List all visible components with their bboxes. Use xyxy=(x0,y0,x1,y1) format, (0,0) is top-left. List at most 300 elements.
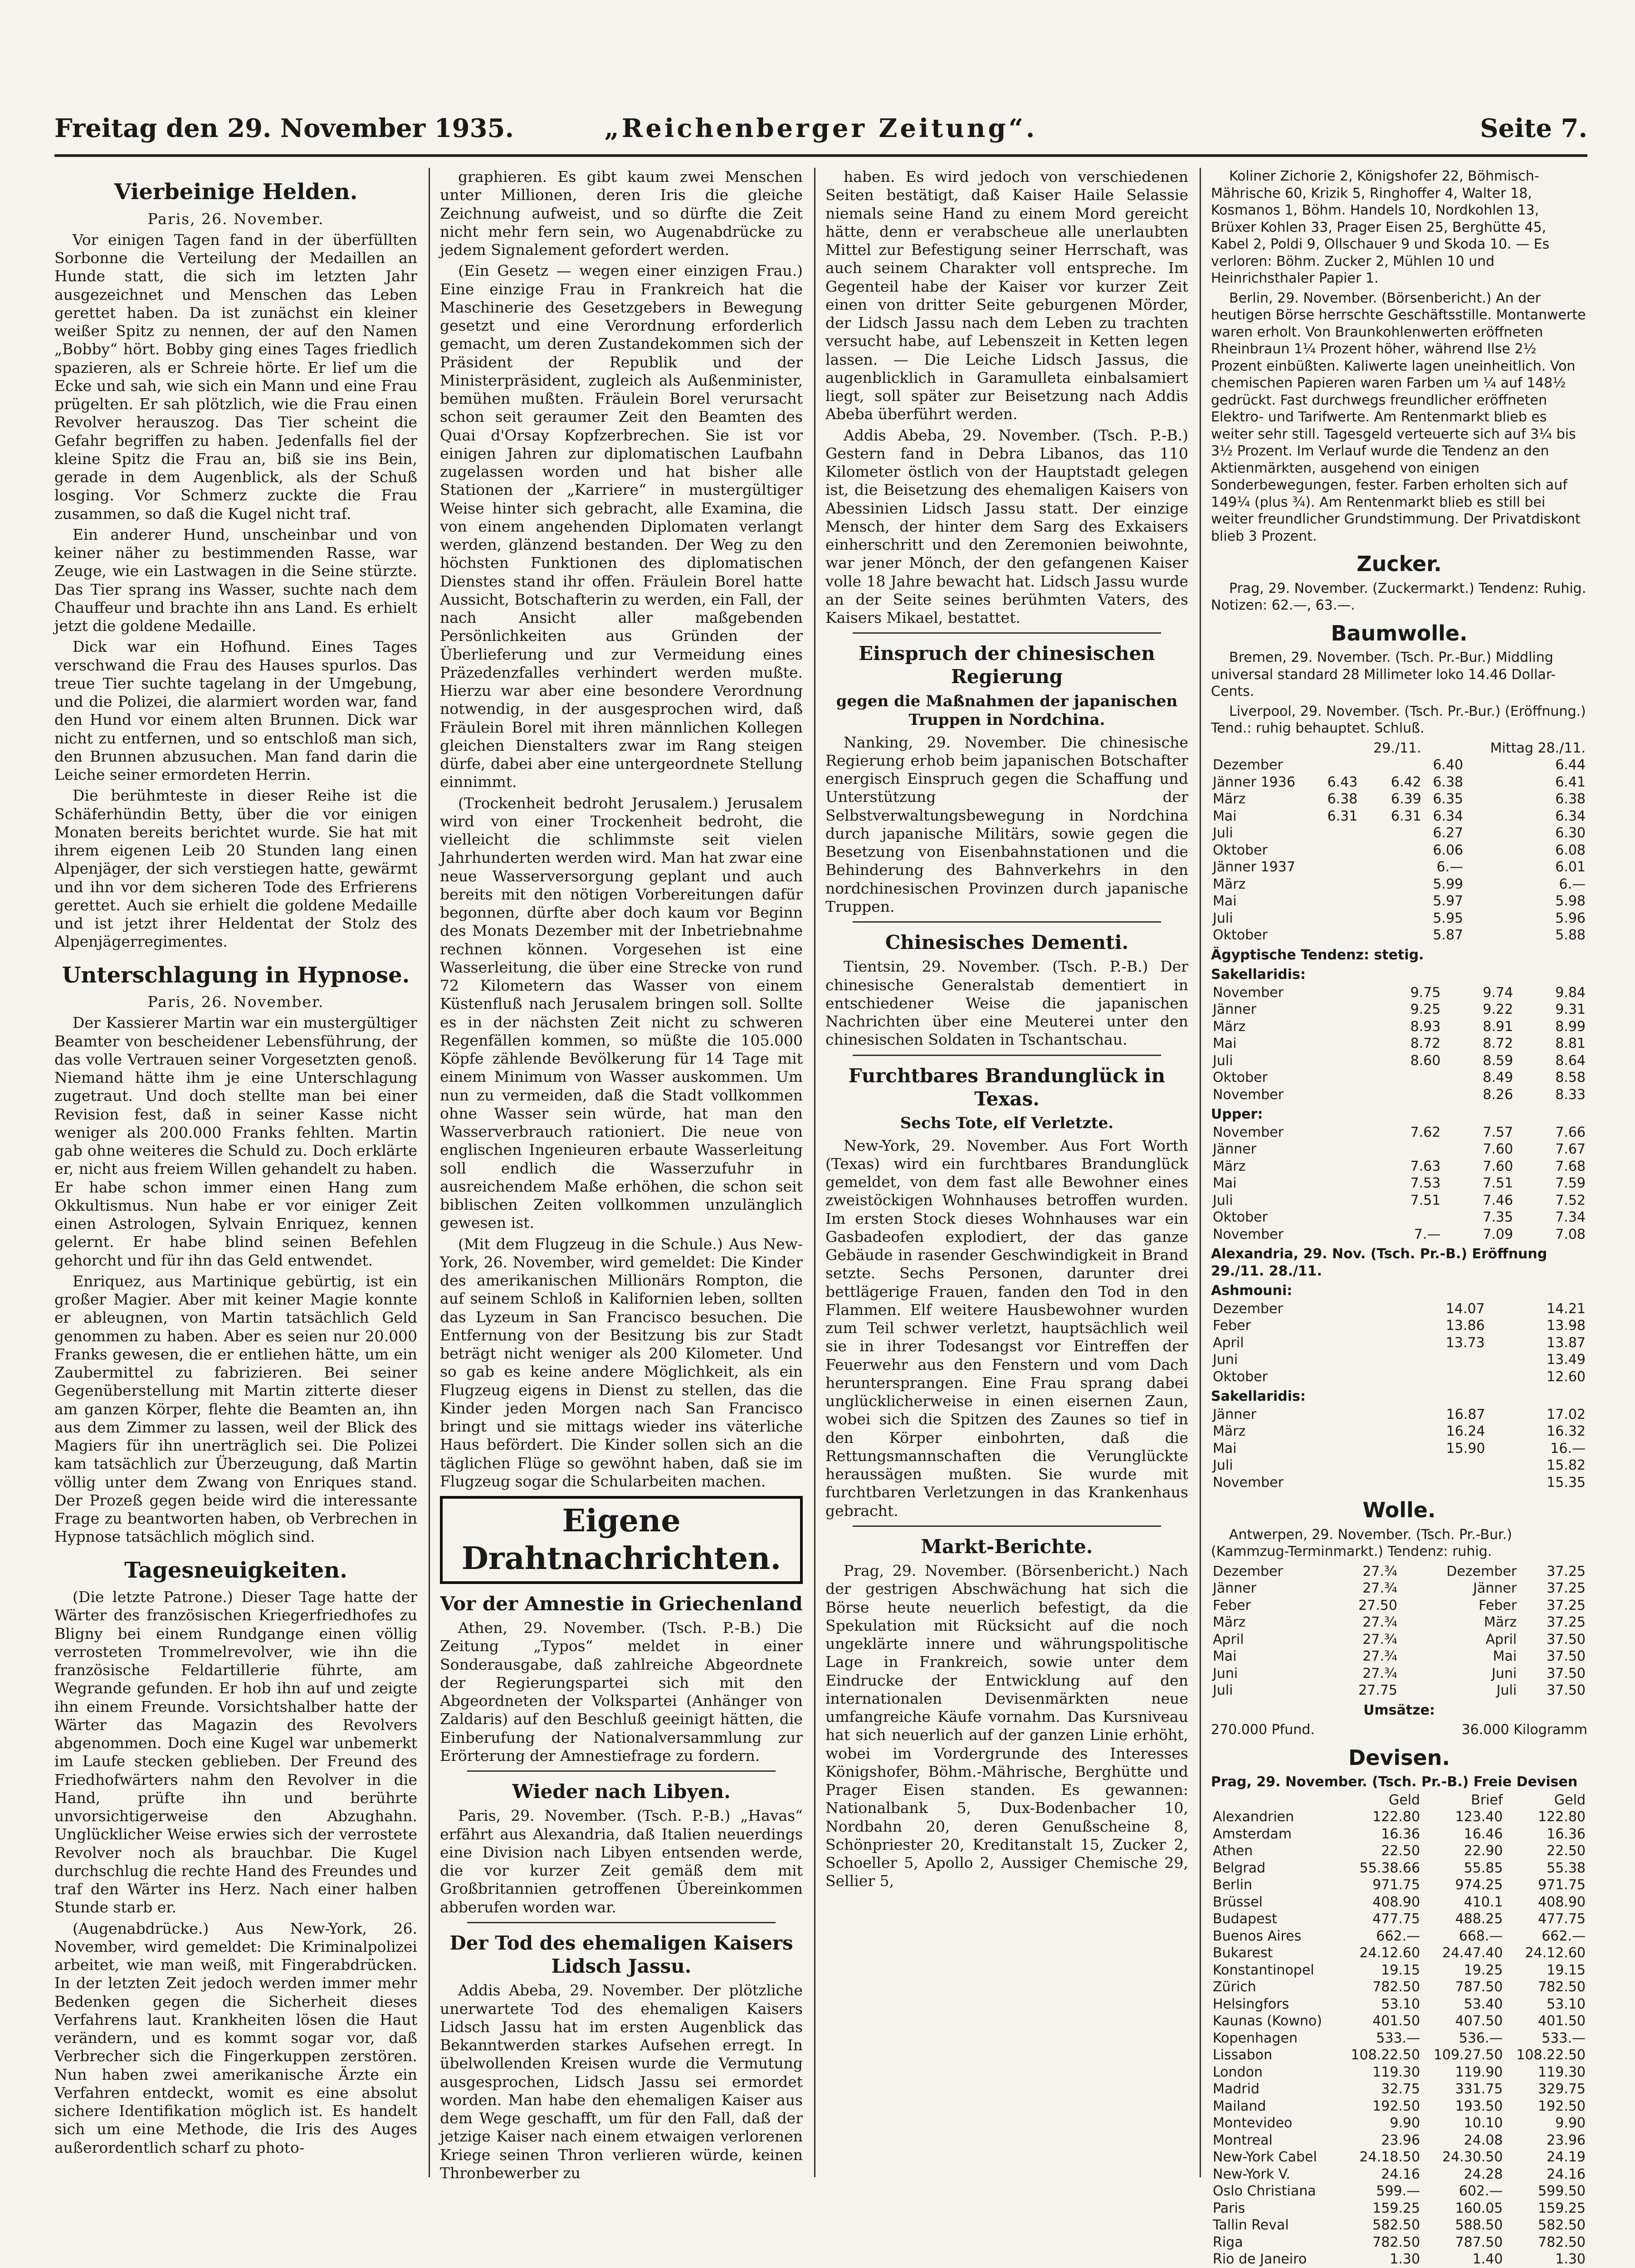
table-cell: 662.— xyxy=(1505,1928,1587,1945)
column-3 xyxy=(825,168,1188,2177)
column-2 xyxy=(440,168,803,2177)
table-cell: Juli xyxy=(1211,1457,1386,1474)
paragraph: (Ein Gesetz — wegen einer einzigen Frau.) Eine einzige Frau in Frankreich hat die Maschinerie des Gesetzgebers in Bewegung gesetzt und eine Verordnung erforderlich gemacht, um deren Zustandekommen sich der Präsident der Republik und der Ministerpräsident, zugleich als Außenminister, bemühen mußten. Fräulein Borel verursacht schon seit geraumer Zeit den Beamten des Quai d'Orsay Kopfzerbrechen. Sie ist vor einigen Jahren zur diplomatischen Laufbahn zugelassen worden und hat bisher alle Stationen der „Karriere“ in mustergültiger Weise hinter sich gebracht, alle Examina, die von einem angehenden Diplomaten verlangt werden, glänzend bestanden. Der Weg zu den höchsten Funktionen des diplomatischen Dienstes stand ihr offen. Fräulein Borel hatte Aussicht, Botschafterin zu werden, ein Fall, der nach Ansicht aller maßgebenden Persönlichkeiten aus Gründen der Überlieferung und zur Vermeidung eines Präzedenzfalles verhindert werden mußte. Hierzu war aber eine besondere Verordnung notwendig, in der ausgesprochen wird, daß Fräulein Borel mit ihren männlichen Kollegen gleichen Dienstalters zwar im Rang steigen dürfe, dabei aber eine untergeordnete Stellung einnimmt. xyxy=(440,262,803,791)
table-cell: 782.50 xyxy=(1505,1979,1587,1996)
table-row xyxy=(1211,1945,1587,1962)
table-cell: Juni xyxy=(1211,1351,1386,1369)
table-cell xyxy=(1318,876,1359,893)
table-cell: 122.80 xyxy=(1505,1809,1587,1826)
paragraph: (Mit dem Flugzeug in die Schule.) Aus New-York, 26. November, wird gemeldet: Die Kinder des amerikanischen Millionärs Rompton, die auf seinem Schloß in Kalifornien leben, sollten das Lyzeum in San Francisco besuchen. Die Entfernung von der Besitzung bis zur Stadt beträgt nicht weniger als 200 Kilometer. Und so gab es keine andere Möglichkeit, als ein Flugzeug eigens in Dienst zu stellen, das die Kinder jeden Morgen nach San Francisco bringt und sie mittags wieder ins väterliche Haus befördert. Die Kinder sollen sich an die täglichen Flüge so gewöhnt haben, daß sie im Flugzeug sogar die Schularbeiten machen. xyxy=(440,1235,803,1491)
table-cell: 27.¾ xyxy=(1330,1665,1399,1682)
table-cell: 15.90 xyxy=(1386,1440,1487,1457)
table-cell: 7.08 xyxy=(1515,1226,1587,1243)
table-cell: Feber xyxy=(1211,1597,1330,1614)
table-cell: 782.50 xyxy=(1339,2234,1422,2251)
table-row xyxy=(1211,1406,1587,1423)
table-row xyxy=(1211,1457,1587,1474)
table-cell xyxy=(1359,927,1423,944)
table-cell: 5.88 xyxy=(1465,927,1587,944)
table-row xyxy=(1211,2098,1587,2115)
table-cell: Juli xyxy=(1211,1682,1330,1699)
table-cell: Jänner xyxy=(1211,1580,1330,1597)
table-row xyxy=(1211,984,1587,1002)
table-cell: 536.— xyxy=(1422,2030,1504,2047)
column-rule xyxy=(429,168,430,2177)
table-row xyxy=(1211,1962,1587,1979)
table-cell: Dezember xyxy=(1211,1300,1386,1318)
table-header: Brief xyxy=(1422,1792,1504,1809)
table-cell: 6.— xyxy=(1465,876,1587,893)
table-row xyxy=(1211,1648,1587,1665)
table-cell: Dezember xyxy=(1399,1563,1518,1580)
table-cell: 37.50 xyxy=(1518,1631,1587,1648)
table-row xyxy=(1211,2030,1587,2047)
paragraph: (Die letzte Patrone.) Dieser Tage hatte der Wärter des französischen Kriegerfriedhofes zu Bligny bei einem Rundgange einen völlig verrosteten Trommelrevolver, wie ihn die französische Feldartillerie führte, am Wegrande gefunden. Er hob ihn auf und zeigte ihn einem Freunde. Vorsichtshalber hatte der Wärter das Magazin des Revolvers abgenommen. Doch eine Kugel war unbemerkt im Laufe stecken geblieben. Der Freund des Friedhofwärters nahm den Revolver in die Hand, prüfte ihn und berührte unvorsichtigerweise den Abzughahn. Unglücklicher Weise erwies sich der verrostete Revolver noch als brauchbar. Die Kugel durchschlug die rechte Hand des Freundes und traf den Wärter ins Herz. Nach einer halben Stunde starb er. xyxy=(54,1588,417,1917)
table-row xyxy=(1211,1911,1587,1928)
table-cell: Kaunas (Kowno) xyxy=(1211,2013,1339,2030)
table-cell: 599.50 xyxy=(1505,2183,1587,2200)
table-cell: Mai xyxy=(1211,1440,1386,1457)
table-cell: Helsingfors xyxy=(1211,1996,1339,2013)
table-cell: 27.75 xyxy=(1330,1682,1399,1699)
table-cell: 5.97 xyxy=(1423,893,1465,910)
table-cell: Bukarest xyxy=(1211,1945,1339,1962)
table-cell: 119.90 xyxy=(1422,2064,1504,2081)
table-cell: Juni xyxy=(1211,1665,1330,1682)
table-row xyxy=(1211,1086,1587,1104)
sakellaridis-table xyxy=(1211,984,1587,1104)
table-cell: April xyxy=(1399,1631,1518,1648)
table-row xyxy=(1211,1209,1587,1226)
wolle-table xyxy=(1211,1563,1587,1699)
table-cell: 1.30 xyxy=(1505,2251,1587,2268)
table-cell xyxy=(1370,1069,1443,1086)
table-cell: 13.98 xyxy=(1487,1317,1587,1334)
table-cell: 787.50 xyxy=(1422,1979,1504,1996)
table-row xyxy=(1211,1843,1587,1860)
paragraph: Nanking, 29. November. Die chinesische Regierung erhob beim japanischen Botschafter energisch Einspruch gegen die Schaffung und Unterstützung der Selbstverwaltungsbewegung in Nordchina durch japanische Militärs, sowie gegen die Besetzung von Eisenbahnstationen und die Behinderung des Bahnverkehrs in den nordchinesischen Provinzen durch japanische Truppen. xyxy=(825,733,1188,916)
table-cell: 533.— xyxy=(1339,2030,1422,2047)
table-cell: 7.67 xyxy=(1515,1141,1587,1158)
divider xyxy=(853,1525,1161,1527)
table-cell: Mailand xyxy=(1211,2098,1339,2115)
table-row xyxy=(1211,1563,1587,1580)
table-cell xyxy=(1386,1474,1487,1491)
table-cell: März xyxy=(1399,1614,1518,1631)
table-cell: Mai xyxy=(1211,808,1318,825)
paragraph: Koliner Zichorie 2, Königshofer 22, Böhmisch-Mährische 60, Krizik 5, Ringhoffer 4, Walter 18, Kosmanos 1, Böhm. Handels 10, Nordkohlen 13, Brüxer Kohlen 33, Prager Eisen 25, Berghütte 45, Kabel 2, Poldi 9, Ollschauer 9 und Skoda 10. — Es verloren: Böhm. Zucker 2, Mühlen 10 und Heinrichsthaler Papier 1. xyxy=(1211,168,1587,287)
table-cell: Zürich xyxy=(1211,1979,1339,1996)
table-cell: 6.31 xyxy=(1318,808,1359,825)
table-row xyxy=(1211,2132,1587,2149)
table-cell xyxy=(1318,825,1359,842)
table-cell: 6.43 xyxy=(1318,774,1359,791)
table-cell: 782.50 xyxy=(1339,1979,1422,1996)
table-cell xyxy=(1370,1141,1443,1158)
table-cell: 7.59 xyxy=(1515,1175,1587,1192)
table-header: Mittag 28./11. xyxy=(1465,740,1587,757)
table-cell xyxy=(1359,893,1423,910)
table-cell: 8.91 xyxy=(1442,1018,1515,1036)
table-row xyxy=(1211,1069,1587,1086)
section-banner: Eigene Drahtnachrichten. xyxy=(440,1496,803,1584)
table-cell: 7.63 xyxy=(1370,1158,1443,1175)
table-cell: Montreal xyxy=(1211,2132,1339,2149)
table-cell: London xyxy=(1211,2064,1339,2081)
table-label: Upper: xyxy=(1211,1106,1587,1123)
table-cell: 23.96 xyxy=(1339,2132,1422,2149)
table-cell: Athen xyxy=(1211,1843,1339,1860)
table-cell xyxy=(1386,1369,1486,1386)
table-cell: 37.25 xyxy=(1518,1580,1587,1597)
table-cell: 14.21 xyxy=(1487,1300,1587,1318)
paragraph: Liverpool, 29. November. (Tsch. Pr.-Bur.) (Eröffnung.) Tend.: ruhig behauptet. Schluß. xyxy=(1211,703,1587,737)
table-cell: 7.09 xyxy=(1442,1226,1515,1243)
table-cell: 27.¾ xyxy=(1330,1614,1399,1631)
newspaper-page xyxy=(54,104,1587,2182)
table-cell: 6.— xyxy=(1423,859,1465,876)
table-cell: Belgrad xyxy=(1211,1860,1339,1877)
devisen-table xyxy=(1211,1792,1587,2268)
table-cell: 119.30 xyxy=(1339,2064,1422,2081)
table-cell: 9.90 xyxy=(1339,2115,1422,2132)
table-cell: 8.64 xyxy=(1515,1052,1587,1070)
table-cell: 123.40 xyxy=(1422,1809,1504,1826)
table-cell: 9.84 xyxy=(1515,984,1587,1002)
paragraph: Ein anderer Hund, unscheinbar und von keiner näher zu bestimmenden Rasse, war Zeuge, wie ein Lastwagen in die Seine stürzte. Das Tier sprang ins Wasser, suchte nach dem Chauffeur und brachte ihn ans Land. Es erhielt jetzt die goldene Medaille. xyxy=(54,526,417,635)
paragraph: Dick war ein Hofhund. Eines Tages verschwand die Frau des Hauses spurlos. Das treue Tier suchte tagelang in der Umgebung, und die Polizei, die alarmiert worden war, fand den Hund vor einem alten Brunnen. Dick war nicht zu entfernen, und so entschloß man sich, den Brunnen abzusuchen. Man fand darin die Leiche seiner ermordeten Herrin. xyxy=(54,638,417,784)
table-cell: Mai xyxy=(1211,1648,1330,1665)
table-cell: 329.75 xyxy=(1505,2081,1587,2098)
paragraph: (Augenabdrücke.) Aus New-York, 26. November, wird gemeldet: Die Kriminalpolizei arbeitet, wie man weiß, mit Fingerabdrücken. In der letzten Zeit jedoch werden immer mehr Bedenken gegen die Sicherheit dieses Verfahrens laut. Krankheiten lösen die Haut verändern, und es kommt sogar vor, daß Verbrecher sich die Fingerkuppen zerstören. Nun haben zwei amerikanische Ärzte ein Verfahren entdeckt, womit es eine absolut sichere Identifikation möglich ist. Es handelt sich um eine Methode, die Iris des Auges außerordentlich scharf zu photo- xyxy=(54,1920,417,2157)
table-cell: 24.16 xyxy=(1505,2166,1587,2183)
table-row xyxy=(1211,1877,1587,1894)
table-cell: 159.25 xyxy=(1505,2200,1587,2217)
table-cell: 32.75 xyxy=(1339,2081,1422,2098)
table-cell: Jänner xyxy=(1211,1141,1370,1158)
paragraph: Tientsin, 29. November. (Tsch. P.-B.) Der chinesische Generalstab dementiert in entschiedener Weise die japanischen Nachrichten über eine Meuterei unter den chinesischen Soldaten in Tschantschau. xyxy=(825,958,1188,1049)
table-cell: Juli xyxy=(1399,1682,1518,1699)
table-cell: 410.1 xyxy=(1422,1894,1504,1911)
umsatz-left: 270.000 Pfund. xyxy=(1211,1721,1315,1739)
paragraph: Paris, 29. November. (Tsch. P.-B.) „Havas“ erfährt aus Alexandria, daß Italien neuerdings eine Division nach Libyen entsenden werde, die vor kurzer Zeit gemäß dem mit Großbritannien getroffenen Übereinkommen abberufen worden war. xyxy=(440,1807,803,1916)
table-header xyxy=(1211,1792,1339,1809)
table-cell: 17.02 xyxy=(1487,1406,1588,1423)
table-cell: 8.93 xyxy=(1370,1018,1443,1036)
table-cell: Feber xyxy=(1211,1317,1386,1334)
table-cell: 22.90 xyxy=(1422,1843,1504,1860)
table-cell: Konstantinopel xyxy=(1211,1962,1339,1979)
table-cell: 599.— xyxy=(1339,2183,1422,2200)
table-cell: November xyxy=(1211,1226,1370,1243)
table-cell: New-York Cabel xyxy=(1211,2149,1339,2166)
table-cell xyxy=(1318,927,1359,944)
table-cell: 662.— xyxy=(1339,1928,1422,1945)
paragraph: graphieren. Es gibt kaum zwei Menschen unter Millionen, deren Iris die gleiche Zeichnung aufweist, und so dürfte die Zeit nicht mehr fern sein, wo Augenabdrücke zu jedem Signalement gefordert werden. xyxy=(440,168,803,259)
table-cell: Budapest xyxy=(1211,1911,1339,1928)
table-cell: Jänner xyxy=(1211,1001,1370,1018)
page-header xyxy=(54,104,1587,150)
table-cell: 5.98 xyxy=(1465,893,1587,910)
divider xyxy=(853,1055,1161,1056)
table-cell: 6.38 xyxy=(1318,791,1359,808)
table-row xyxy=(1211,1317,1587,1334)
table-cell: 24.12.60 xyxy=(1505,1945,1587,1962)
table-cell: 401.50 xyxy=(1505,2013,1587,2030)
table-cell: Oktober xyxy=(1211,1369,1386,1386)
table-cell: 24.16 xyxy=(1339,2166,1422,2183)
table-cell: 192.50 xyxy=(1339,2098,1422,2115)
table-header: Geld xyxy=(1339,1792,1422,1809)
table-cell: 7.60 xyxy=(1442,1141,1515,1158)
table-cell: 193.50 xyxy=(1422,2098,1504,2115)
table-cell: 668.— xyxy=(1422,1928,1504,1945)
table-row xyxy=(1211,1175,1587,1192)
table-cell: Oktober xyxy=(1211,927,1318,944)
table-cell: 37.50 xyxy=(1518,1648,1587,1665)
table-row xyxy=(1211,2081,1587,2098)
table-cell: 408.90 xyxy=(1505,1894,1587,1911)
table-cell: 24.08 xyxy=(1422,2132,1504,2149)
table-cell: Jänner xyxy=(1399,1580,1518,1597)
table-cell: Oktober xyxy=(1211,842,1318,859)
table-cell: 7.51 xyxy=(1370,1192,1443,1209)
article-title: Der Tod des ehemaligen Kaisers Lidsch Jassu. xyxy=(440,1931,803,1978)
table-cell: Tallin Reval xyxy=(1211,2217,1339,2234)
table-cell xyxy=(1318,910,1359,927)
table-cell: 24.47.40 xyxy=(1422,1945,1504,1962)
article-title: Wieder nach Libyen. xyxy=(440,1780,803,1803)
table-row xyxy=(1211,808,1587,825)
divider xyxy=(853,921,1161,923)
table-cell: 477.75 xyxy=(1505,1911,1587,1928)
table-cell: 8.49 xyxy=(1442,1069,1515,1086)
table-cell: 24.19 xyxy=(1505,2149,1587,2166)
table-cell: 7.51 xyxy=(1442,1175,1515,1192)
paragraph: haben. Es wird jedoch von verschiedenen Seiten bestätigt, daß Kaiser Haile Selassie niemals seine Hand zu einem Mord gereicht hätte, denn er verabscheue alle unerlaubten Mittel zur Befestigung seiner Herrschaft, was auch seinem Charakter voll entspreche. Im Gegenteil habe der Kaiser vor kurzer Zeit einen von dritter Seite geburgenen Mörder, der Lidsch Jassu nach dem Leben zu trachten versucht habe, auf Lebenszeit in Ketten legen lassen. — Die Leiche Lidsch Jassus, die augenblicklich in Garamulleta einbalsamiert liegt, soll später zur Beisetzung nach Addis Abeba überführt werden. xyxy=(825,168,1188,424)
table-cell xyxy=(1359,910,1423,927)
table-row xyxy=(1211,1614,1587,1631)
table-row xyxy=(1211,2149,1587,2166)
table-cell: Madrid xyxy=(1211,2081,1339,2098)
table-cell: 22.50 xyxy=(1505,1843,1587,1860)
table-cell: 7.53 xyxy=(1370,1175,1443,1192)
table-row xyxy=(1211,2200,1587,2217)
table-cell xyxy=(1370,1209,1443,1226)
table-cell: 6.41 xyxy=(1465,774,1587,791)
table-cell: 6.27 xyxy=(1423,825,1465,842)
table-cell: 9.74 xyxy=(1442,984,1515,1002)
table-cell: 7.68 xyxy=(1515,1158,1587,1175)
dateline: Paris, 26. November. xyxy=(54,210,417,228)
table-row xyxy=(1211,876,1587,893)
table-row xyxy=(1211,1192,1587,1209)
table-cell: 53.40 xyxy=(1422,1996,1504,2013)
table-cell: 24.12.60 xyxy=(1339,1945,1422,1962)
table-cell: November xyxy=(1211,984,1370,1002)
article-title: Tagesneuigkeiten. xyxy=(54,1557,417,1584)
table-cell: 14.07 xyxy=(1386,1300,1486,1318)
table-cell: 13.73 xyxy=(1386,1334,1486,1352)
table-cell: 37.50 xyxy=(1518,1682,1587,1699)
table-row xyxy=(1211,859,1587,876)
table-row xyxy=(1211,1996,1587,2013)
table-cell: 971.75 xyxy=(1505,1877,1587,1894)
table-cell: 108.22.50 xyxy=(1339,2047,1422,2064)
table-cell xyxy=(1318,893,1359,910)
table-cell: Juni xyxy=(1399,1665,1518,1682)
table-cell: 8.81 xyxy=(1515,1035,1587,1052)
table-cell xyxy=(1318,859,1359,876)
table-cell: 13.49 xyxy=(1487,1351,1587,1369)
table-cell: 9.25 xyxy=(1370,1001,1443,1018)
table-row xyxy=(1211,2115,1587,2132)
article-subtitle: gegen die Maßnahmen der japanischen Truppen in Nordchina. xyxy=(825,692,1188,730)
table-row xyxy=(1211,2234,1587,2251)
market-title: Zucker. xyxy=(1211,551,1587,577)
paragraph: Prag, 29. November. (Zuckermarkt.) Tendenz: Ruhig. Notizen: 62.—, 63.—. xyxy=(1211,580,1587,614)
table-cell: 12.60 xyxy=(1487,1369,1587,1386)
table-cell: Oslo Christiana xyxy=(1211,2183,1339,2200)
table-cell xyxy=(1386,1457,1487,1474)
table-cell: 582.50 xyxy=(1505,2217,1587,2234)
article-title: Unterschlagung in Hypnose. xyxy=(54,962,417,989)
table-cell: 8.26 xyxy=(1442,1086,1515,1104)
article-title: Chinesisches Dementi. xyxy=(825,931,1188,954)
table-cell: 37.25 xyxy=(1518,1563,1587,1580)
table-cell: 9.75 xyxy=(1370,984,1443,1002)
table-cell: 582.50 xyxy=(1339,2217,1422,2234)
dateline: Paris, 26. November. xyxy=(54,993,417,1011)
table-cell: 7.34 xyxy=(1515,1209,1587,1226)
table-cell: 407.50 xyxy=(1422,2013,1504,2030)
header-title: „Reichenberger Zeitung“. xyxy=(54,113,1587,143)
table-row xyxy=(1211,1035,1587,1052)
table-row xyxy=(1211,774,1587,791)
umsatz-right: 36.000 Kilogramm xyxy=(1462,1721,1587,1739)
market-title: Devisen. xyxy=(1211,1745,1587,1771)
table-cell: Montevideo xyxy=(1211,2115,1339,2132)
table-cell: Rio de Janeiro xyxy=(1211,2251,1339,2268)
table-cell: 782.50 xyxy=(1505,2234,1587,2251)
column-1 xyxy=(54,168,417,2177)
table-cell: 1.40 xyxy=(1422,2251,1504,2268)
table-cell: 8.33 xyxy=(1515,1086,1587,1104)
table-cell: Mai xyxy=(1211,1035,1370,1052)
table-row xyxy=(1211,1860,1587,1877)
table-label: Sakellaridis: xyxy=(1211,966,1587,983)
table-row xyxy=(1211,1665,1587,1682)
divider xyxy=(467,1770,776,1772)
paragraph: Vor einigen Tagen fand in der überfüllten Sorbonne die Verteilung der Medaillen an Hunde statt, die sich im letzten Jahr ausgezeichnet und Menschen das Leben gerettet haben. Da ist zunächst ein kleiner weißer Spitz zu nennen, der auf den Namen „Bobby“ hört. Bobby ging eines Tages friedlich spazieren, als er Schreie hörte. Er lief um die Ecke und sah, wie sich ein Mann und eine Frau prügelten. Er sah plötzlich, wie die Frau einen Revolver herauszog. Das Tier scheint die Gefahr begriffen zu haben. Jedenfalls fiel der kleine Spitz die Frau an, biß sie ins Bein, gerade in dem Augenblick, als der Schuß losging. Vor Schmerz zuckte die Frau zusammen, so daß die Kugel nicht traf. xyxy=(54,231,417,523)
table-header-row xyxy=(1211,1792,1587,1809)
table-row xyxy=(1211,1141,1587,1158)
table-cell: 533.— xyxy=(1505,2030,1587,2047)
table-cell: 16.36 xyxy=(1339,1826,1422,1843)
table-cell: 27.50 xyxy=(1330,1597,1399,1614)
table-row xyxy=(1211,842,1587,859)
table-cell: März xyxy=(1211,1018,1370,1036)
table-cell xyxy=(1359,825,1423,842)
table-cell: März xyxy=(1211,1614,1330,1631)
table-cell: 37.50 xyxy=(1518,1665,1587,1682)
table-cell: 10.10 xyxy=(1422,2115,1504,2132)
liverpool-table xyxy=(1211,740,1587,944)
table-cell: 9.22 xyxy=(1442,1001,1515,1018)
table-cell: Mai xyxy=(1399,1648,1518,1665)
table-cell: 24.28 xyxy=(1422,2166,1504,2183)
table-label: Sakellaridis: xyxy=(1211,1388,1587,1405)
table-row xyxy=(1211,910,1587,927)
table-row xyxy=(1211,1631,1587,1648)
table-cell: 6.01 xyxy=(1465,859,1587,876)
table-cell: 16.32 xyxy=(1487,1423,1588,1440)
paragraph: (Trockenheit bedroht Jerusalem.) Jerusalem wird von einer Trockenheit bedroht, die vielleicht die schlimmste seit vielen Jahrhunderten werden wird. Man hat zwar eine neue Wasserversorgung geplant und auch bereits mit den nötigen Vorbereitungen dafür begonnen, dürfte aber doch kaum vor Beginn des Monats Dezember mit der Inbetriebnahme rechnen können. Vorgesehen ist eine Wasserleitung, die über eine Strecke von rund 72 Kilometern das Wasser von einem Küstenfluß nach Jerusalem bringen soll. Sollte es in der nächsten Zeit nicht zu schweren Regenfällen kommen, so müßte die 105.000 Köpfe zählende Bevölkerung für 14 Tage mit einem Minimum von Wasser auskommen. Um nun zu vermeiden, daß die Stadt vollkommen ohne Wasser sein würde, hat man den Wasserverbrauch rationiert. Die neue von englischen Ingenieuren erbaute Wasserleitung soll endlich die Wasserzufuhr in ausreichendem Maße erhöhen, die schon seit biblischen Zeiten vollkommen unzulänglich gewesen ist. xyxy=(440,794,803,1232)
table-cell xyxy=(1359,876,1423,893)
table-cell: Oktober xyxy=(1211,1069,1370,1086)
table-cell: 488.25 xyxy=(1422,1911,1504,1928)
table-cell: Jänner 1937 xyxy=(1211,859,1318,876)
header-rule xyxy=(54,154,1587,157)
table-cell: 6.42 xyxy=(1359,774,1423,791)
table-cell: 8.72 xyxy=(1370,1035,1443,1052)
table-cell: 6.06 xyxy=(1423,842,1465,859)
table-cell: März xyxy=(1211,1158,1370,1175)
umsatz-row xyxy=(1211,1721,1587,1739)
table-cell: 27.¾ xyxy=(1330,1580,1399,1597)
table-cell: 16.87 xyxy=(1386,1406,1487,1423)
table-cell: Juli xyxy=(1211,1052,1370,1070)
table-header: 29./11. xyxy=(1359,740,1423,757)
table-row xyxy=(1211,1018,1587,1036)
table-cell: März xyxy=(1211,791,1318,808)
table-cell: 24.18.50 xyxy=(1339,2149,1422,2166)
table-cell: 16.— xyxy=(1487,1440,1588,1457)
table-cell: 16.46 xyxy=(1422,1826,1504,1843)
table-cell: Berlin xyxy=(1211,1877,1339,1894)
table-row xyxy=(1211,1001,1587,1018)
header-page-number: Seite 7. xyxy=(1480,113,1587,143)
table-cell: New-York V. xyxy=(1211,2166,1339,2183)
table-cell: 55.85 xyxy=(1422,1860,1504,1877)
table-cell: Juli xyxy=(1211,910,1318,927)
table-cell xyxy=(1370,1086,1443,1104)
table-cell: 122.80 xyxy=(1339,1809,1422,1826)
table-cell xyxy=(1359,842,1423,859)
table-cell: 6.34 xyxy=(1465,808,1587,825)
table-cell: Paris xyxy=(1211,2200,1339,2217)
paragraph: Enriquez, aus Martinique gebürtig, ist ein großer Magier. Aber mit keiner Magie konnte er ableugnen, von Martin tatsächlich Geld genommen zu haben. Aber es seien nur 20.000 Franks gewesen, die er entliehen hätte, um ein Zaubermittel zu fabrizieren. Bei seiner Gegenüberstellung mit Martin zitterte dieser am ganzen Körper, flehte die Beamten an, ihn aus dem Zimmer zu lassen, weil der Blick des Magiers für ihn unerträglich sei. Die Polizei kam tatsächlich zur Überzeugung, daß Martin völlig unter dem Zwang von Enriques stand. Der Prozeß gegen beide wird die interessante Frage zu beantworten haben, ob Verbrechen in Hypnose tatsächlich möglich sind. xyxy=(54,1272,417,1546)
table-note: Alexandria, 29. Nov. (Tsch. Pr.-B.) Eröffnung 29./11. 28./11. xyxy=(1211,1246,1587,1280)
table-row xyxy=(1211,927,1587,944)
paragraph: Der Kassierer Martin war ein mustergültiger Beamter von bescheidener Lebensführung, der das volle Vertrauen seiner Vorgesetzten genoß. Niemand hätte ihm je eine Unterschlagung zugetraut. Und doch stellte man bei einer Revision fest, daß in seiner Kasse nicht weniger als 200.000 Franks fehlten. Martin gab ohne weiteres die Schuld zu. Doch erklärte er, nicht aus freiem Willen gehandelt zu haben. Er habe schon immer einen Hang zum Okkultismus. Nun habe er vor einiger Zeit einen Astrologen, Sylvain Enriquez, kennen gelernt. Er habe blind seinen Befehlen gehorcht und für ihn das Geld entwendet. xyxy=(54,1014,417,1270)
table-cell: 13.87 xyxy=(1487,1334,1587,1352)
table-row xyxy=(1211,1440,1587,1457)
table-cell: Dezember xyxy=(1211,1563,1330,1580)
table-cell: 7.— xyxy=(1370,1226,1443,1243)
table-cell: November xyxy=(1211,1124,1370,1141)
article-title: Furchtbares Brandunglück in Texas. xyxy=(825,1064,1188,1110)
table-row xyxy=(1211,1423,1587,1440)
table-cell xyxy=(1359,757,1423,774)
table-cell: Kopenhagen xyxy=(1211,2030,1339,2047)
table-cell: 7.52 xyxy=(1515,1192,1587,1209)
table-cell: Riga xyxy=(1211,2234,1339,2251)
table-cell: Jänner xyxy=(1211,1406,1386,1423)
table-cell: November xyxy=(1211,1474,1386,1491)
table-label: Ashmouni: xyxy=(1211,1282,1587,1300)
table-cell: 7.46 xyxy=(1442,1192,1515,1209)
